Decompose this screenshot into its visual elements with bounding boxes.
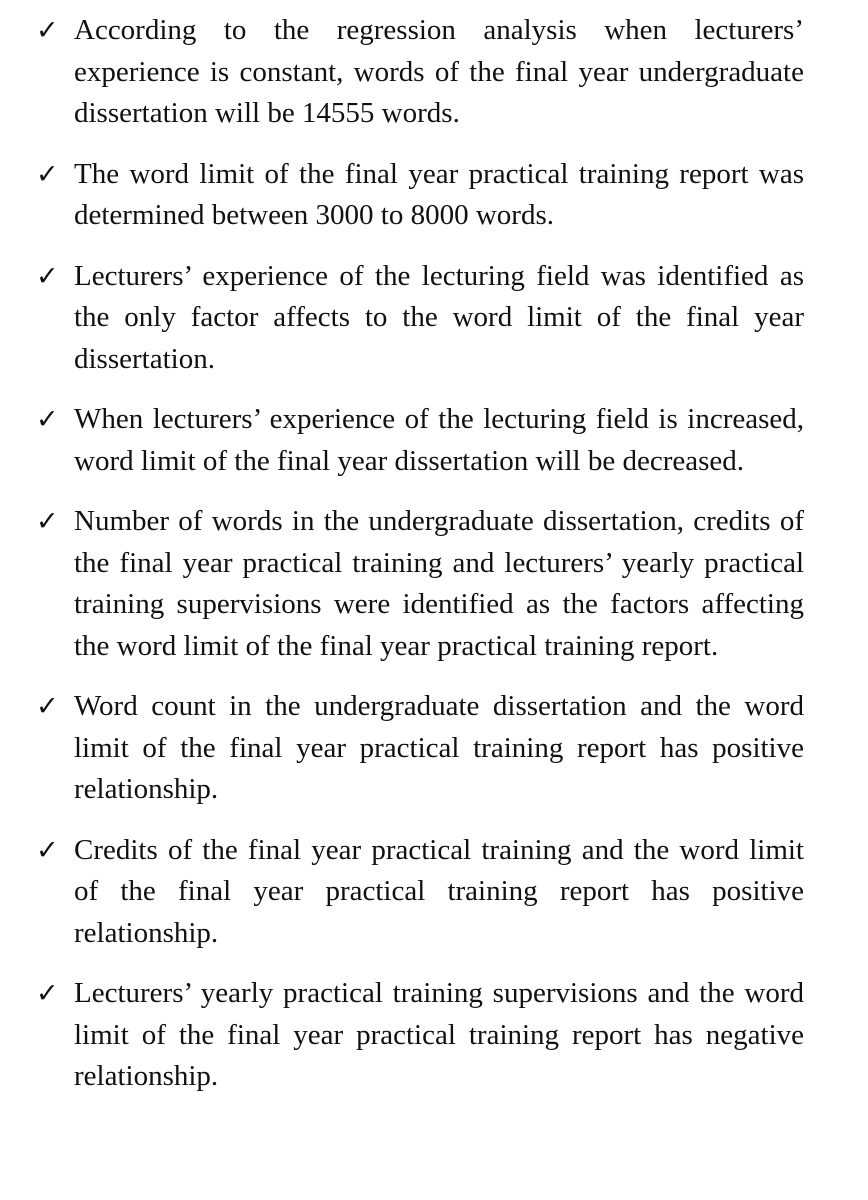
check-mark-icon: ✓	[36, 158, 59, 190]
check-mark-icon: ✓	[36, 834, 59, 866]
finding-text: When lecturers’ experience of the lecturing field is increased, word limit of the final year dissertation will be decreased.	[74, 403, 804, 477]
check-mark-icon: ✓	[36, 15, 59, 46]
findings-list	[36, 10, 804, 1098]
finding-item	[36, 830, 804, 955]
check-mark-icon: ✓	[36, 691, 59, 722]
finding-text: Lecturers’ yearly practical training supervisions and the word limit of the final year practical training report has negative relationship.	[74, 977, 804, 1092]
check-mark-icon: ✓	[36, 506, 59, 537]
finding-item	[36, 399, 804, 482]
finding-item	[36, 501, 804, 667]
finding-text: Credits of the final year practical training and the word limit of the final year practical training report has positive relationship.	[74, 833, 804, 949]
finding-item	[36, 256, 804, 381]
finding-item	[36, 10, 804, 135]
check-mark-icon: ✓	[36, 404, 59, 435]
finding-text: The word limit of the final year practical training report was determined between 3000 to 8000 words.	[74, 157, 804, 231]
finding-item	[36, 154, 804, 237]
finding-text: According to the regression analysis when lecturers’ experience is constant, words of the final year undergraduate dissertation will be 14555 words.	[74, 14, 804, 129]
finding-text: Word count in the undergraduate dissertation and the word limit of the final year practical training report has positive relationship.	[74, 690, 804, 805]
check-mark-icon: ✓	[36, 978, 59, 1009]
finding-text: Number of words in the undergraduate dissertation, credits of the final year practical training and lecturers’ yearly practical training supervisions were identified as the factors affecting the word limit of the final year practical training report.	[74, 505, 804, 662]
finding-item	[36, 686, 804, 811]
check-mark-icon: ✓	[36, 260, 59, 292]
finding-item	[36, 973, 804, 1098]
finding-text: Lecturers’ experience of the lecturing field was identified as the only factor affects to the word limit of the final year dissertation.	[74, 259, 804, 375]
